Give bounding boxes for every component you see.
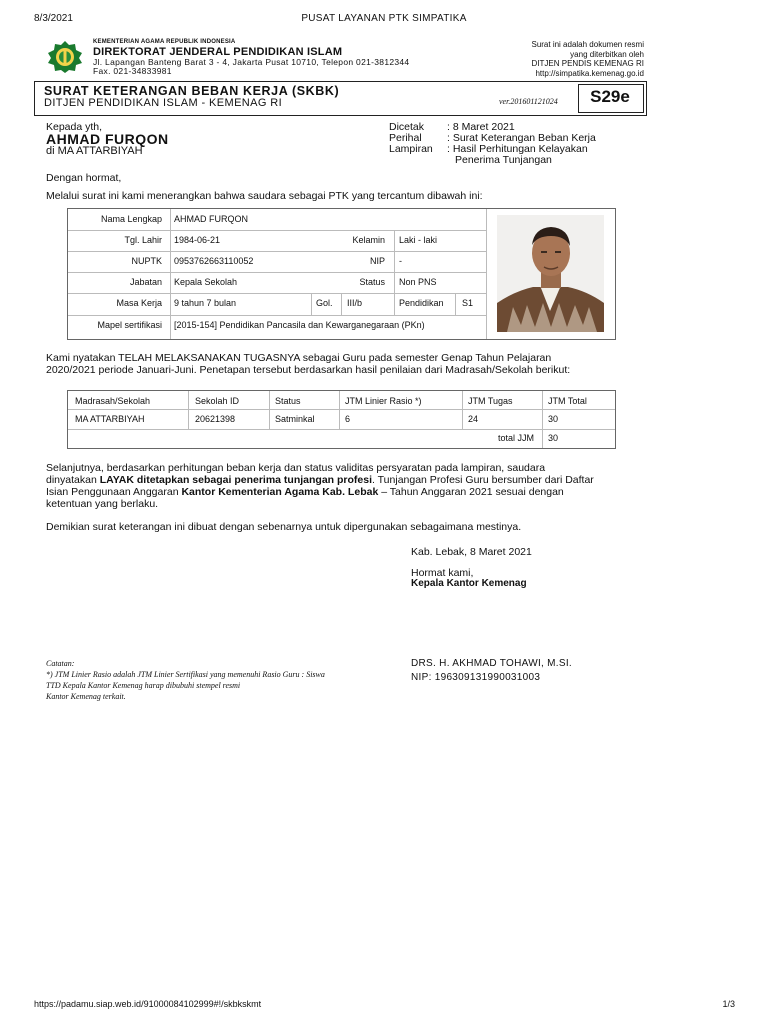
jtm-header: Status xyxy=(275,396,301,406)
official-note-line: DITJEN PENDIS KEMENAG RI xyxy=(531,59,644,68)
kemenag-logo-icon xyxy=(46,40,84,74)
jabatan-value: Kepala Sekolah xyxy=(174,277,238,287)
lampiran-value-cont: Penerima Tunjangan xyxy=(455,154,552,166)
notes-line: Kantor Kemenag terkait. xyxy=(46,692,126,701)
ministry-name: KEMENTERIAN AGAMA REPUBLIK INDONESIA xyxy=(93,39,236,45)
signature-place-date: Kab. Lebak, 8 Maret 2021 xyxy=(411,546,532,558)
pendidikan-label: Pendidikan xyxy=(399,298,444,308)
official-note-line: yang diterbitkan oleh xyxy=(570,49,644,59)
ptk-photo xyxy=(497,215,604,332)
document-title: SURAT KETERANGAN BEBAN KERJA (SKBK) xyxy=(44,84,340,98)
directorate-name: DIREKTORAT JENDERAL PENDIDIKAN ISLAM xyxy=(93,46,343,58)
nip-label: NIP xyxy=(369,256,385,266)
tgl-lahir-value: 1984-06-21 xyxy=(174,235,221,245)
jtm-cell: 20621398 xyxy=(195,414,236,424)
gol-label: Gol. xyxy=(316,298,333,308)
jtm-cell: 6 xyxy=(345,414,351,424)
document-version: ver.201601121024 xyxy=(499,97,558,106)
dicetak-label: Dicetak xyxy=(389,121,425,133)
statement-line: Kami nyatakan TELAH MELAKSANAKAN TUGASNYA sebagai Guru pada semester Genap Tahun Pelajaran xyxy=(46,352,552,364)
lampiran-label: Lampiran xyxy=(389,143,433,155)
decision-text: Isian Penggunaan Anggaran xyxy=(46,486,182,498)
fax: Fax. 021-34833981 xyxy=(93,66,172,76)
official-note-link[interactable]: http://simpatika.kemenag.go.id xyxy=(535,68,644,78)
signature-name: DRS. H. AKHMAD TOHAWI, M.SI. xyxy=(411,658,573,669)
decision-line: Selanjutnya, berdasarkan perhitungan beban kerja dan status validitas persyaratan pada lampiran, saudara xyxy=(46,462,546,474)
mapel-value: [2015-154] Pendidikan Pancasila dan Kewarganegaraan (PKn) xyxy=(174,320,425,330)
decision-text: dinyatakan xyxy=(46,474,100,486)
signature-hormat: Hormat kami, xyxy=(411,567,474,579)
status-value: Non PNS xyxy=(399,277,437,287)
lampiran-value: : Hasil Perhitungan Kelayakan xyxy=(447,143,588,155)
notes-line: *) JTM Linier Rasio adalah JTM Linier Sertifikasi yang memenuhi Rasio Guru : Siswa xyxy=(46,670,325,679)
jtm-header: JTM Total xyxy=(548,396,587,406)
jtm-header: JTM Linier Rasio *) xyxy=(345,396,422,406)
gol-value: III/b xyxy=(347,298,363,308)
masa-kerja-label: Masa Kerja xyxy=(116,298,162,308)
kelamin-label: Kelamin xyxy=(352,235,385,245)
jtm-header: Madrasah/Sekolah xyxy=(75,396,151,406)
nama-label: Nama Lengkap xyxy=(100,214,162,224)
notes-title: Catatan: xyxy=(46,659,75,668)
masa-kerja-value: 9 tahun 7 bulan xyxy=(174,298,237,308)
jtm-cell: 30 xyxy=(548,414,559,424)
decision-office: Kantor Kementerian Agama Kab. Lebak xyxy=(181,486,379,498)
greeting: Dengan hormat, xyxy=(46,172,122,184)
document-subtitle: DITJEN PENDIDIKAN ISLAM - KEMENAG RI xyxy=(44,97,283,109)
nuptk-value: 0953762663110052 xyxy=(174,256,254,266)
nuptk-label: NUPTK xyxy=(131,256,162,266)
recipient-place: di MA ATTARBIYAH xyxy=(46,145,143,157)
address: Jl. Lapangan Banteng Barat 3 - 4, Jakarta Pusat 10710, Telepon 021-3812344 xyxy=(93,57,410,67)
decision-line xyxy=(46,474,646,487)
perihal-label: Perihal xyxy=(389,132,422,144)
official-note xyxy=(444,40,644,78)
dicetak-value: : 8 Maret 2021 xyxy=(447,121,515,133)
jtm-header: JTM Tugas xyxy=(468,396,513,406)
print-title: PUSAT LAYANAN PTK SIMPATIKA xyxy=(301,13,467,24)
pendidikan-value: S1 xyxy=(462,298,474,308)
decision-line xyxy=(46,486,646,499)
jtm-cell: 24 xyxy=(468,414,479,424)
decision-line: ketentuan yang berlaku. xyxy=(46,498,159,510)
jtm-cell: Satminkal xyxy=(275,414,315,424)
recipient-salutation: Kepada yth, xyxy=(46,121,103,133)
decision-eligible: LAYAK ditetapkan sebagai penerima tunjangan profesi xyxy=(99,474,373,486)
document-code: S29e xyxy=(590,87,630,106)
decision-text: . Tunjangan Profesi Guru bersumber dari Daftar xyxy=(372,474,594,486)
tgl-lahir-label: Tgl. Lahir xyxy=(124,235,162,245)
jtm-total-value: 30 xyxy=(548,433,559,443)
footer-page-number: 1/3 xyxy=(722,999,735,1009)
signature-nip: NIP: 196309131990031003 xyxy=(411,672,541,683)
jtm-total-label: total JJM xyxy=(497,433,534,443)
nip-value: - xyxy=(399,256,402,266)
footer-url[interactable]: https://padamu.siap.web.id/91000084102999#!/skbkskmt xyxy=(34,999,262,1009)
signature-position: Kepala Kantor Kemenag xyxy=(411,578,527,589)
kelamin-value: Laki - laki xyxy=(399,235,438,245)
jtm-header: Sekolah ID xyxy=(195,396,240,406)
print-date: 8/3/2021 xyxy=(34,13,73,24)
recipient-name: AHMAD FURQON xyxy=(46,131,169,147)
closing-line: Demikian surat keterangan ini dibuat dengan sebenarnya untuk dipergunakan sebagaimana mestinya. xyxy=(46,521,522,533)
status-label: Status xyxy=(359,277,385,287)
official-note-line: Surat ini adalah dokumen resmi xyxy=(531,40,644,49)
jabatan-label: Jabatan xyxy=(129,277,162,287)
mapel-label: Mapel sertifikasi xyxy=(97,320,162,330)
perihal-value: : Surat Keterangan Beban Kerja xyxy=(447,132,596,144)
intro-text: Melalui surat ini kami menerangkan bahwa saudara sebagai PTK yang tercantum dibawah ini: xyxy=(46,190,483,202)
notes-line: TTD Kepala Kantor Kemenag harap dibubuhi stempel resmi xyxy=(46,681,241,690)
decision-text: – Tahun Anggaran 2021 sesuai dengan xyxy=(378,486,564,498)
nama-value: AHMAD FURQON xyxy=(174,214,248,224)
jtm-cell: MA ATTARBIYAH xyxy=(75,414,145,424)
statement-line: 2020/2021 periode Januari-Juni. Penetapan tersebut berdasarkan hasil penilaian dari Madrasah/Sekolah berikut: xyxy=(46,364,571,376)
